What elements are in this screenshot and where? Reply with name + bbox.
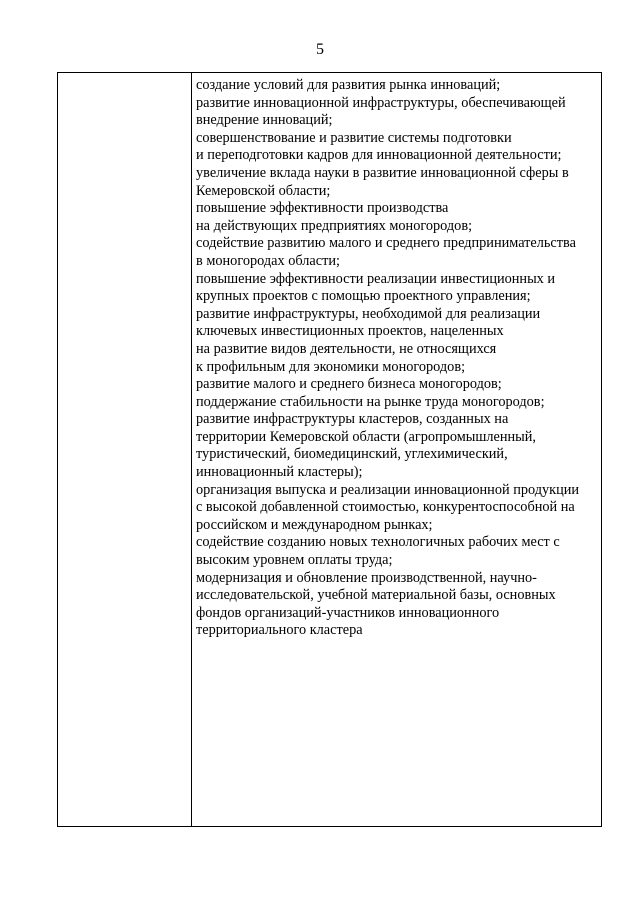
text-line: территориального кластера: [196, 622, 363, 639]
text-line: Кемеровской области;: [196, 182, 331, 199]
text-line: увеличение вклада науки в развитие инновационной сферы в: [196, 164, 569, 181]
text-line: внедрение инноваций;: [196, 112, 333, 129]
text-line: развитие инфраструктуры, необходимой для реализации: [196, 305, 541, 322]
text-line: на действующих предприятиях моногородов;: [196, 217, 473, 234]
text-line: повышение эффективности производства: [196, 200, 449, 217]
text-line: крупных проектов с помощью проектного управления;: [196, 288, 531, 305]
text-line: на развитие видов деятельности, не относящихся: [196, 340, 497, 357]
text-line: повышение эффективности реализации инвестиционных и: [196, 270, 556, 287]
table-left-cell: [58, 73, 191, 826]
text-line: к профильным для экономики моногородов;: [196, 358, 466, 375]
table-right-cell: [196, 77, 601, 640]
text-line: в моногородах области;: [196, 252, 340, 269]
document-table: [57, 72, 602, 827]
text-line: организация выпуска и реализации инновационной продукции: [196, 481, 580, 498]
text-line: содействие созданию новых технологичных рабочих мест с: [196, 534, 560, 551]
text-line: и переподготовки кадров для инновационной деятельности;: [196, 147, 562, 164]
text-line: территории Кемеровской области (агропромышленный,: [196, 428, 536, 445]
text-line: содействие развитию малого и среднего предпринимательства: [196, 235, 576, 252]
text-line: развитие инфраструктуры кластеров, созданных на: [196, 411, 509, 428]
column-divider: [191, 73, 192, 826]
text-line: с высокой добавленной стоимостью, конкурентоспособной на: [196, 499, 575, 516]
page-number: 5: [316, 41, 324, 58]
text-line: развитие инновационной инфраструктуры, обеспечивающей: [196, 94, 566, 111]
text-line: ключевых инвестиционных проектов, нацеленных: [196, 323, 504, 340]
text-line: инновационный кластеры);: [196, 464, 363, 481]
text-line: высоким уровнем оплаты труда;: [196, 552, 393, 569]
text-line: российском и международном рынках;: [196, 516, 433, 533]
text-line: фондов организаций-участников инновационного: [196, 604, 500, 621]
text-line: развитие малого и среднего бизнеса моногородов;: [196, 376, 502, 393]
text-line: исследовательской, учебной материальной базы, основных: [196, 587, 556, 604]
text-line: совершенствование и развитие системы подготовки: [196, 129, 512, 146]
text-line: туристический, биомедицинский, углехимический,: [196, 446, 508, 463]
text-line: создание условий для развития рынка инноваций;: [196, 77, 501, 93]
text-line: модернизация и обновление производственной, научно-: [196, 569, 537, 586]
text-line: поддержание стабильности на рынке труда моногородов;: [196, 393, 545, 410]
